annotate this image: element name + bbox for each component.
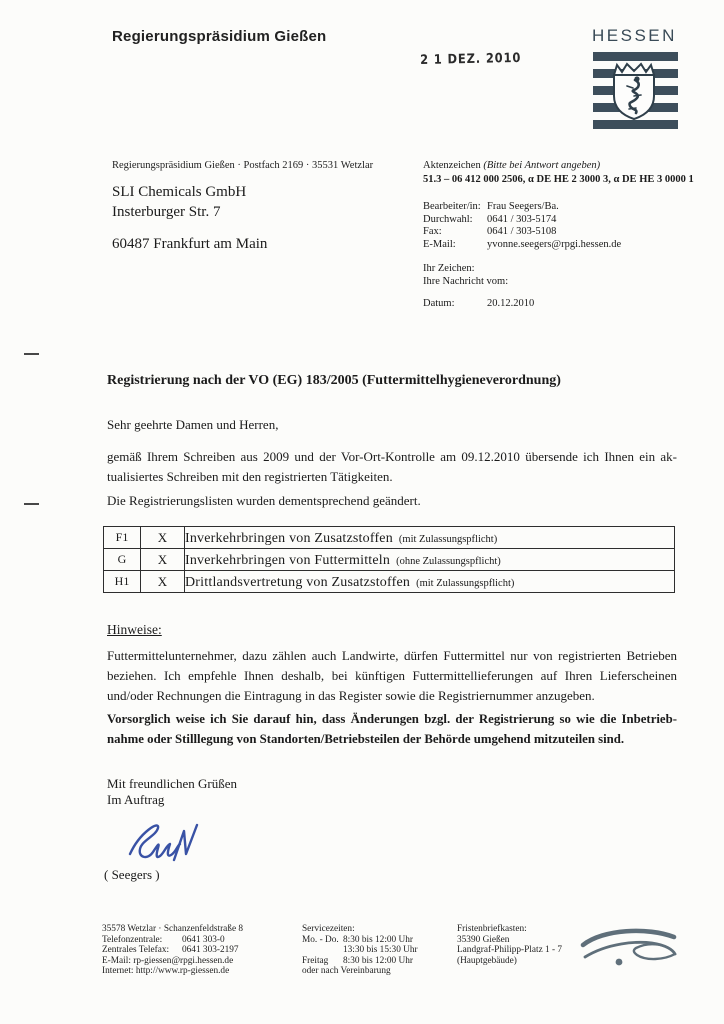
- closing-block: [107, 776, 237, 808]
- footer-service-hours: [302, 924, 447, 977]
- service-day: [302, 945, 343, 956]
- ihr-zeichen-label: Ihr Zeichen:: [423, 263, 475, 274]
- footer-address: 35578 Wetzlar · Schanzenfeldstraße 8: [102, 924, 244, 934]
- info-row-fax: [423, 226, 713, 239]
- service-row: [302, 935, 447, 946]
- datum-row: [423, 298, 713, 311]
- activity-qualifier: (mit Zulassungspflicht): [416, 577, 515, 589]
- activity-cell: [185, 527, 675, 549]
- recipient-city: 60487 Frankfurt am Main: [112, 236, 268, 252]
- info-value: 0641 / 303-5108: [487, 226, 557, 237]
- activity-qualifier: (ohne Zulassungspflicht): [396, 555, 501, 567]
- footer-tel-row: [102, 935, 292, 946]
- activity-cell: [185, 549, 675, 571]
- footer-fax-label: Zentrales Telefax:: [102, 945, 170, 956]
- info-row-email: [423, 239, 713, 252]
- hinweise-paragraph: Futtermittelunternehmer, dazu zählen auch Landwirte, dürfen Futtermittel nur von registrierten Betrieben beziehen. Ich empfehle Ihnen deshalb, bei künftigen Futtermittellieferungen auf Ihren Lieferscheinen und/oder Rechnungen die Eintragung in das Register sowie die Registriernummer anzugeben.: [107, 648, 677, 703]
- activity-text: Inverkehrbringen von Futtermitteln: [185, 552, 391, 568]
- email-value: yvonne.seegers@rpgi.hessen.de: [487, 238, 622, 250]
- table-row: [104, 571, 675, 593]
- code-cell: H1: [104, 571, 141, 593]
- info-label: Bearbeiter/in:: [423, 201, 481, 212]
- registration-table: [103, 526, 675, 593]
- ihr-zeichen-block: [423, 263, 713, 288]
- service-row: [302, 945, 447, 956]
- service-note: oder nach Vereinbarung: [302, 966, 391, 977]
- contact-rows: [423, 201, 713, 251]
- activity-qualifier: (mit Zulassungspflicht): [398, 533, 498, 545]
- mark-cell: X: [141, 527, 185, 549]
- mailbox-heading: Fristenbriefkasten:: [457, 924, 527, 934]
- code-cell: G: [104, 549, 141, 571]
- closing-im-auftrag: Im Auftrag: [107, 792, 165, 807]
- aktenzeichen-hint: (Bitte bei Antwort angeben): [483, 160, 601, 171]
- mailbox-street: Landgraf-Philipp-Platz 1 - 7: [457, 945, 563, 956]
- activity-text: Drittlandsvertretung von Zusatzstoffen: [185, 574, 411, 590]
- subject-line: Registrierung nach der VO (EG) 183/2005 (Futtermittelhygieneverordnung): [107, 373, 561, 388]
- ihre-nachricht-label: Ihre Nachricht vom:: [423, 275, 509, 287]
- paragraph-2: Die Registrierungslisten wurden dementsprechend geändert.: [107, 493, 421, 508]
- closing-greeting: Mit freundlichen Grüßen: [107, 776, 237, 791]
- info-row-bearbeiter: [423, 201, 713, 214]
- mailbox-building: (Hauptgebäude): [457, 955, 517, 966]
- info-label: E-Mail:: [423, 238, 456, 250]
- info-label: Fax:: [423, 226, 442, 237]
- footer-fax-value: 0641 303-2197: [182, 945, 239, 956]
- recipient-name: SLI Chemicals GmbH: [112, 184, 247, 200]
- recipient-address: [112, 182, 267, 254]
- activity-cell: [185, 571, 675, 593]
- handwritten-signature-icon: [126, 818, 204, 870]
- service-time: 13:30 bis 15:30 Uhr: [343, 945, 418, 956]
- code-cell: F1: [104, 527, 141, 549]
- info-row-durchwahl: [423, 214, 713, 227]
- agency-title: Regierungspräsidium Gießen: [112, 28, 327, 45]
- hinweise-heading: Hinweise:: [107, 622, 162, 637]
- info-label: Durchwahl:: [423, 213, 473, 225]
- fold-mark-bottom: [24, 503, 39, 505]
- rp-giessen-eye-logo-icon: [578, 926, 678, 970]
- service-day: Mo. - Do.: [302, 934, 339, 945]
- footer-tel-value: 0641 303-0: [182, 934, 225, 945]
- mailbox-city: 35390 Gießen: [457, 934, 510, 945]
- info-value: Frau Seegers/Ba.: [487, 201, 559, 212]
- paragraph-1: gemäß Ihrem Schreiben aus 2009 und der Vor-Ort-Kontrolle am 09.12.2010 übersende ich Ihnen ein ak- tualisiertes Schreiben mit den registrierten Tätigkeiten.: [107, 449, 677, 484]
- hinweise-bold-paragraph: Vorsorglich weise ich Sie darauf hin, dass Änderungen bzgl. der Registrierung so wie die Inbetrieb- nahme oder Stilllegung von Standorten/Betriebsteilen der Behörde umgehend mitzuteilen sind.: [107, 712, 677, 746]
- hessen-logo-text: HESSEN: [592, 26, 677, 45]
- footer-tel-label: Telefonzentrale:: [102, 934, 163, 945]
- fold-mark-top: [24, 353, 39, 355]
- table-row: [104, 527, 675, 549]
- service-time: 8:30 bis 12:00 Uhr: [343, 955, 413, 966]
- table-row: [104, 549, 675, 571]
- footer-mailbox: [457, 924, 587, 966]
- reference-info-block: [423, 160, 713, 311]
- received-date-stamp: 2 1 DEZ. 2010: [420, 50, 522, 68]
- service-day: Freitag: [302, 955, 329, 966]
- salutation: Sehr geehrte Damen und Herren,: [107, 417, 279, 432]
- footer-email: E-Mail: rp-giessen@rpgi.hessen.de: [102, 955, 234, 966]
- service-heading: Servicezeiten:: [302, 924, 355, 934]
- service-row: [302, 956, 447, 967]
- footer-internet: Internet: http://www.rp-giessen.de: [102, 966, 230, 977]
- datum-value: 20.12.2010: [487, 298, 535, 309]
- info-value: 0641 / 303-5174: [487, 213, 557, 225]
- service-time: 8:30 bis 12:00 Uhr: [343, 934, 413, 945]
- aktenzeichen-line: [423, 160, 713, 173]
- datum-label: Datum:: [423, 298, 455, 309]
- footer-contact: [102, 924, 292, 977]
- aktenzeichen-label: Aktenzeichen: [423, 160, 484, 171]
- activity-text: Inverkehrbringen von Zusatzstoffen: [185, 530, 393, 546]
- recipient-street: Insterburger Str. 7: [112, 204, 221, 220]
- footer-fax-row: [102, 945, 292, 956]
- mark-cell: X: [141, 571, 185, 593]
- signer-name: ( Seegers ): [104, 867, 160, 882]
- return-address-line: Regierungspräsidium Gießen · Postfach 2169 · 35531 Wetzlar: [112, 160, 374, 171]
- mark-cell: X: [141, 549, 185, 571]
- hessen-logo: [592, 26, 680, 46]
- hessen-lion-crest-icon: [607, 62, 661, 120]
- aktenzeichen-value: 51.3 – 06 412 000 2506, α DE HE 2 3000 3, α DE HE 3 0000 1: [423, 173, 694, 185]
